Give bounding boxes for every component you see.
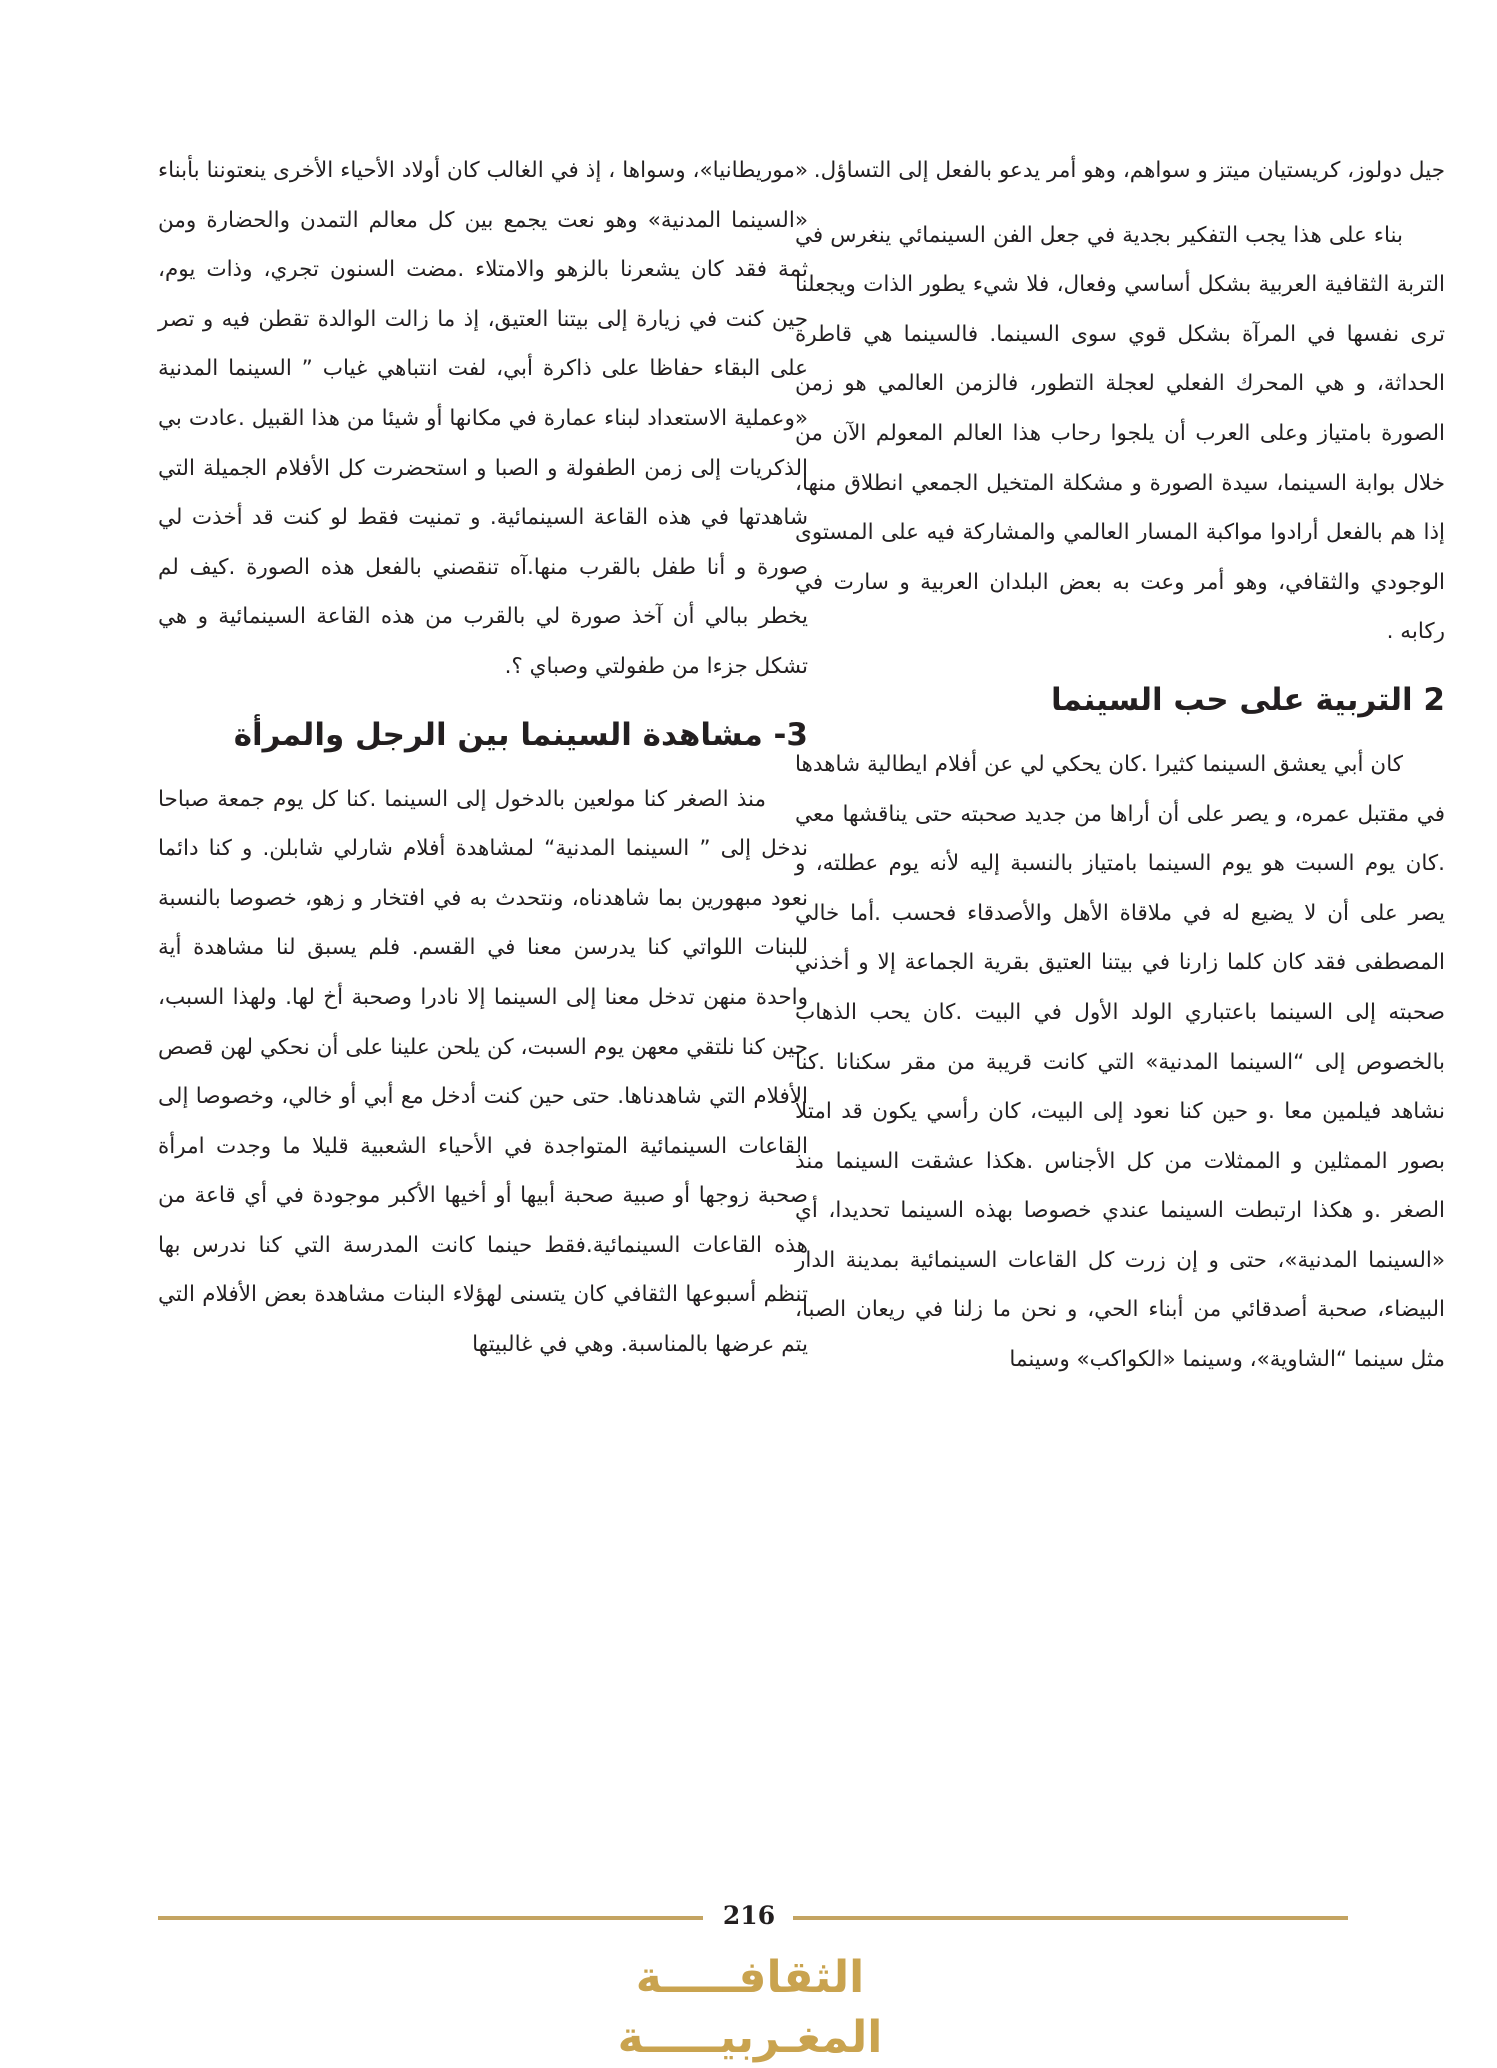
paragraph: بناء على هذا يجب التفكير بجدية في جعل الفن السينمائي ينغرس في التربة الثقافية العربية بشكل أساسي وفعال، فلا شيء يطور الذات ويجعلنا ترى نفسها في المرآة بشكل قوي سوى السينما. فالسينما هي قاطرة الحداثة، و هي المحرك الفعلي لعجلة التطور، فالزمن العالمي هو زمن الصورة بامتياز وعلى العرب أن يلجوا رحاب هذا العالم المعولم الآن من خلال بوابة السينما، سيدة الصورة و مشكلة المتخيل الجمعي انطلاق منها، إذا هم بالفعل أرادوا مواكبة المسار العالمي والمشاركة فيه على المستوى الوجودي والثقافي، وهو أمر وعت به بعض البلدان العربية و سارت في ركابه . <box>795 222 1445 645</box>
paragraph: كان أبي يعشق السينما كثيرا .كان يحكي لي عن أفلام ايطالية شاهدها في مقتبل عمره، و يصر على أن أراها من جديد صحبته حتى يناقشها معي .كان يوم السبت هو يوم السينما بامتياز بالنسبة إليه لأنه يوم عطلته، و يصر على أن لا يضيع له في ملاقاة الأهل والأصدقاء فحسب .أما خالي المصطفى فقد كان كلما زارنا في بيتنا العتيق بقرية الجماعة إلا و أخذني صحبته إلى السينما باعتباري الولد الأول في البيت .كان يحب الذهاب بالخصوص إلى “السينما المدنية» التي كانت قريبة من مقر سكنانا .كنا نشاهد فيلمين معا .و حين كنا نعود إلى البيت، كان رأسي يكون قد امتلأ بصور الممثلين و الممثلات من كل الأجناس .هكذا عشقت السينما منذ الصغر .و هكذا ارتبطت السينما عندي خصوصا بهذه السينما تحديدا، أي «السينما المدنية»، حتى و إن زرت كل القاعات السينمائية بمدينة الدار البيضاء، صحبة أصدقائي من أبناء الحي، و نحن ما زلنا في ريعان الصبا، مثل سينما “الشاوية»، وسينما «الكواكب» وسينما <box>795 751 1445 1373</box>
paragraph: «موريطانيا»، وسواها ، إذ في الغالب كان أولاد الأحياء الأخرى ينعتوننا بأبناء «السينما المدنية» وهو نعت يجمع بين كل معالم التمدن والحضارة ومن ثمة فقد كان يشعرنا بالزهو والامتلاء .مضت السنون تجري، وذات يوم، حين كنت في زيارة إلى بيتنا العتيق، إذ ما زالت الوالدة تقطن فيه و تصر على البقاء حفاظا على ذاكرة أبي، لفت انتباهي غياب ” السينما المدنية «وعملية الاستعداد لبناء عمارة في مكانها أو شيئا من هذا القبيل .عادت بي الذكريات إلى زمن الطفولة و الصبا و استحضرت كل الأفلام الجميلة التي شاهدتها في هذه القاعة السينمائية. و تمنيت فقط لو كنت قد أخذت لي صورة و أنا طفل بالقرب منها.آه تنقصني بالفعل هذه الصورة .كيف لم يخطر ببالي أن آخذ صورة لي بالقرب من هذه القاعة السينمائية و هي تشكل جزءا من طفولتي وصباي ؟. <box>158 158 808 679</box>
footer-rule-left <box>158 1916 703 1920</box>
right-column <box>795 146 1445 1400</box>
footer-rule-right <box>793 1916 1348 1920</box>
magazine-title: الثقافـــــة المغـربيـــــة <box>617 1952 883 2063</box>
section-heading-2: 2 التربية على حب السينما <box>1051 681 1445 718</box>
paragraph: جيل دولوز، كريستيان ميتز و سواهم، وهو أمر يدعو بالفعل إلى التساؤل. <box>813 158 1445 183</box>
page-number: 216 <box>722 1901 776 1930</box>
paragraph: منذ الصغر كنا مولعين بالدخول إلى السينما .كنا كل يوم جمعة صباحا ندخل إلى ” السينما المدنية“ لمشاهدة أفلام شارلي شابلن. و كنا دائما نعود مبهورين بما شاهدناه، ونتحدث به في افتخار و زهو، خصوصا بالنسبة للبنات اللواتي كنا يدرسن معنا في القسم. فلم يسبق لنا مشاهدة أية واحدة منهن تدخل معنا إلى السينما إلا نادرا وصحبة أخ لها. ولهذا السبب، حين كنا نلتقي معهن يوم السبت، كن يلحن علينا على أن نحكي لهن قصص الأفلام التي شاهدناها. حتى حين كنت أدخل مع أبي أو خالي، وخصوصا إلى القاعات السينمائية المتواجدة في الأحياء الشعبية قليلا ما وجدت امرأة صحبة زوجها أو صبية صحبة أبيها أو أخيها الأكبر موجودة في أي قاعة من هذه القاعات السينمائية.فقط حينما كانت المدرسة التي كنا ندرس بها تنظم أسبوعها الثقافي كان يتسنى لهؤلاء البنات مشاهدة بعض الأفلام التي يتم عرضها بالمناسبة. وهي في غالبيتها <box>158 786 808 1358</box>
left-column <box>158 146 808 1385</box>
section-heading-3: 3- مشاهدة السينما بين الرجل والمرأة <box>233 716 808 753</box>
